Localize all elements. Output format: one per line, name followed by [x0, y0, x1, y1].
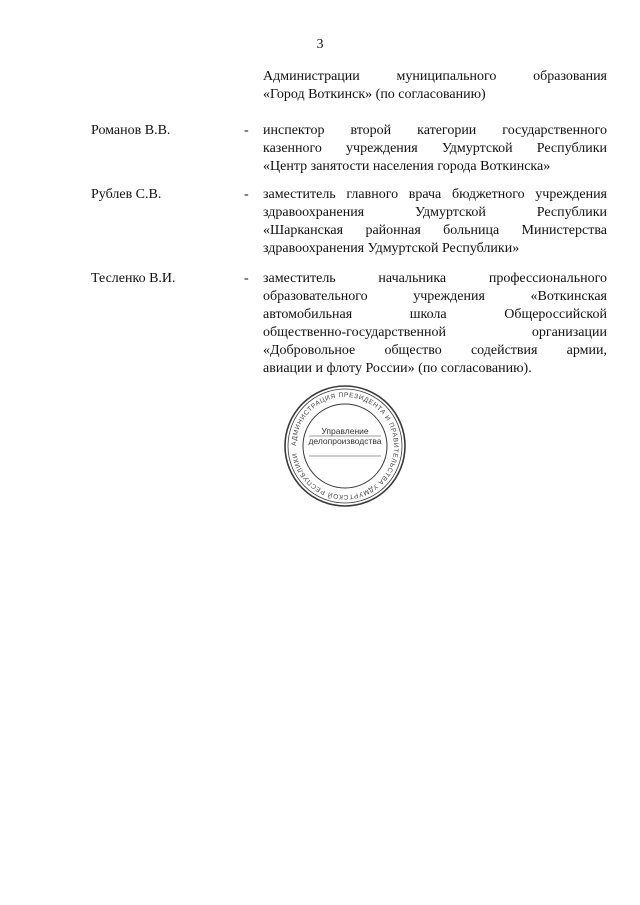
- member-position: [263, 186, 607, 258]
- position-line: здравоохранения Удмуртской Республики»: [263, 241, 520, 256]
- member-position: [263, 122, 607, 176]
- member-position: [263, 270, 607, 378]
- member-name: Тесленко В.И.: [91, 271, 176, 286]
- member-name: Романов В.В.: [91, 123, 171, 138]
- page-number: 3: [316, 37, 324, 52]
- continuation-text: [263, 68, 607, 104]
- stamp-ring-text: АДМИНИСТРАЦИЯ ПРЕЗИДЕНТА И ПРАВИТЕЛЬСТВА УДМУРТСКОЙ РЕСПУБЛИКИ: [290, 391, 400, 501]
- position-line: авиации и флоту России» (по согласованию).: [263, 361, 532, 376]
- position-line: заместитель главного врача бюджетного учреждения: [263, 187, 607, 202]
- stamp-center-line: делопроизводства: [308, 436, 382, 446]
- position-line: «Шарканская районная больница Министерства: [263, 223, 607, 238]
- position-line: автомобильная школа Общероссийской: [263, 307, 607, 322]
- position-line: инспектор второй категории государственного: [263, 123, 607, 138]
- official-stamp: [283, 384, 407, 508]
- member-dash: -: [244, 123, 249, 138]
- position-line: «Центр занятости населения города Воткинска»: [263, 159, 551, 174]
- position-line: общественно-государственной организации: [263, 325, 607, 340]
- member-dash: -: [244, 187, 249, 202]
- continuation-line: «Город Воткинск» (по согласованию): [263, 87, 486, 102]
- position-line: здравоохранения Удмуртской Республики: [263, 205, 607, 220]
- position-line: образовательного учреждения «Воткинская: [263, 289, 607, 304]
- position-line: «Добровольное общество содействия армии,: [263, 343, 607, 358]
- position-line: казенного учреждения Удмуртской Республики: [263, 141, 607, 156]
- member-name: Рублев С.В.: [91, 187, 162, 202]
- stamp-seal-graphic: [283, 384, 407, 508]
- stamp-center-line: Управление: [321, 426, 369, 436]
- continuation-line: Администрации муниципального образования: [263, 69, 607, 84]
- member-dash: -: [244, 271, 249, 286]
- position-line: заместитель начальника профессионального: [263, 271, 607, 286]
- svg-text:АДМИНИСТРАЦИЯ ПРЕЗИДЕНТА И ПРА: [291, 392, 399, 500]
